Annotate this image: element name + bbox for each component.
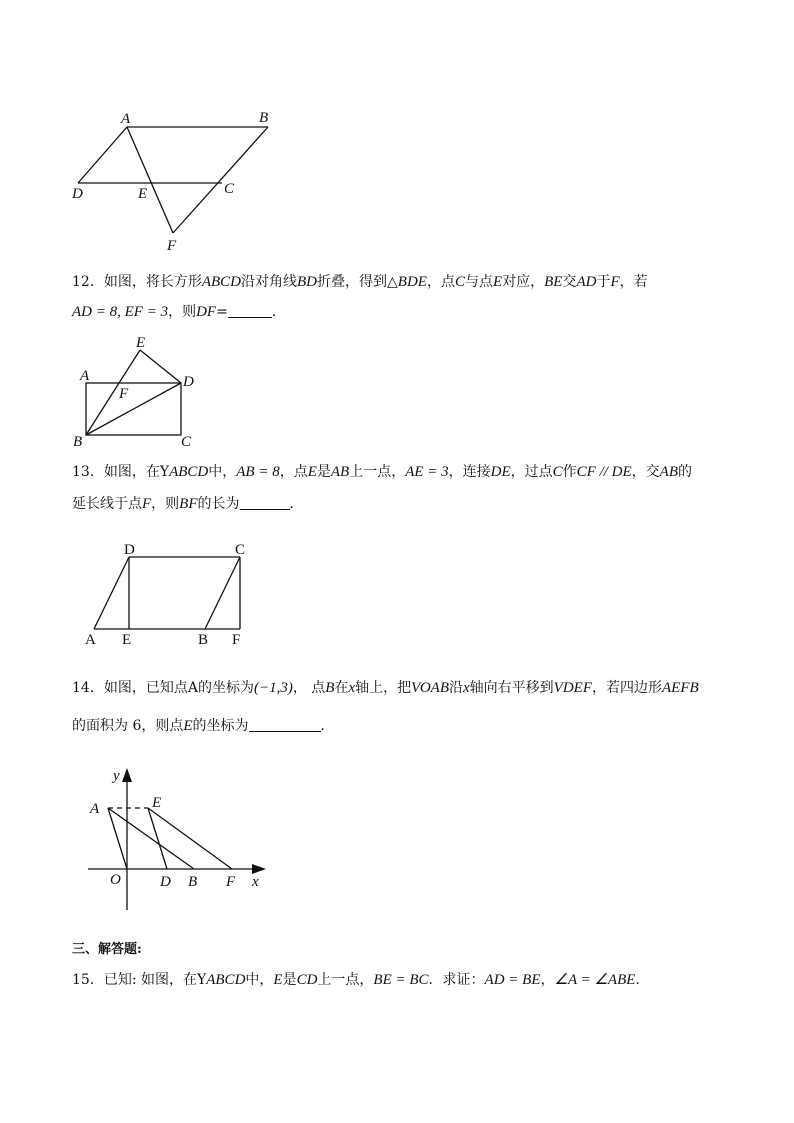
label-b: B xyxy=(259,110,269,126)
label-f: F xyxy=(167,238,177,254)
label-e: E xyxy=(138,186,148,202)
label-y: y xyxy=(113,768,120,784)
label-o: O xyxy=(110,872,121,888)
segment-bf xyxy=(173,127,268,233)
label-f: F xyxy=(226,874,236,890)
figure-q14 xyxy=(80,760,280,920)
label-a: A xyxy=(80,368,90,384)
answer-blank-q13[interactable] xyxy=(240,495,290,510)
segment-af xyxy=(127,127,173,233)
label-d: D xyxy=(183,374,194,390)
figure-q13 xyxy=(80,540,260,650)
label-a: A xyxy=(121,111,131,127)
label-d: D xyxy=(124,542,135,558)
label-c: C xyxy=(235,542,246,558)
segment-ad xyxy=(94,557,129,629)
segment-be xyxy=(86,350,140,435)
segment-bc xyxy=(205,557,240,629)
label-b: B xyxy=(188,874,198,890)
label-e: E xyxy=(152,795,162,811)
q14-line1: 14．如图，已知点A的坐标为(−1,3)， 点B在x轴上，把VOAB沿x轴向右平移到VDEF，若四边形AEFB xyxy=(72,680,699,696)
q12-line2: AD = 8, EF = 3，则DF= ． xyxy=(72,304,286,320)
q13-line1: 13．如图，在YABCD中，AB = 8，点E是AB上一点，AE = 3，连接DE，过点C作CF // DE，交AB的 xyxy=(72,464,692,480)
label-d: D xyxy=(160,874,171,890)
label-f: F xyxy=(232,632,241,648)
figure-q12 xyxy=(70,332,210,450)
q13-line2: 延长线于点F，则BF的长为 ． xyxy=(72,496,304,512)
segment-ao xyxy=(108,808,127,869)
segment-ef xyxy=(148,808,232,869)
q15-line: 15．已知: 如图，在YABCD中，E是CD上一点，BE = BC．求证：AD = BE，∠A = ∠ABE． xyxy=(72,972,650,988)
answer-blank-q12[interactable] xyxy=(228,303,272,318)
label-c: C xyxy=(181,434,192,450)
section-heading: 三、解答题: xyxy=(72,942,142,957)
label-d: D xyxy=(72,186,83,202)
q14-line2: 的面积为 6，则点E的坐标为 ． xyxy=(72,718,335,734)
label-e: E xyxy=(136,335,146,351)
segment-ad xyxy=(78,127,127,183)
label-a: A xyxy=(90,801,100,817)
answer-blank-q14[interactable] xyxy=(249,717,321,732)
label-x: x xyxy=(252,874,259,890)
diagonal-bd xyxy=(86,383,181,435)
figure-q11 xyxy=(60,105,290,260)
label-f: F xyxy=(119,386,129,402)
x-axis-arrow-icon xyxy=(252,864,266,874)
y-axis-arrow-icon xyxy=(122,768,132,782)
label-e: E xyxy=(122,632,132,648)
label-b: B xyxy=(73,434,83,450)
label-c: C xyxy=(224,181,235,197)
segment-ed xyxy=(140,350,181,383)
label-a: A xyxy=(85,632,96,648)
label-b: B xyxy=(198,632,209,648)
q12-line1: 12．如图，将长方形ABCD沿对角线BD折叠，得到△BDE，点C与点E对应，BE交AD于F，若 xyxy=(72,274,648,290)
